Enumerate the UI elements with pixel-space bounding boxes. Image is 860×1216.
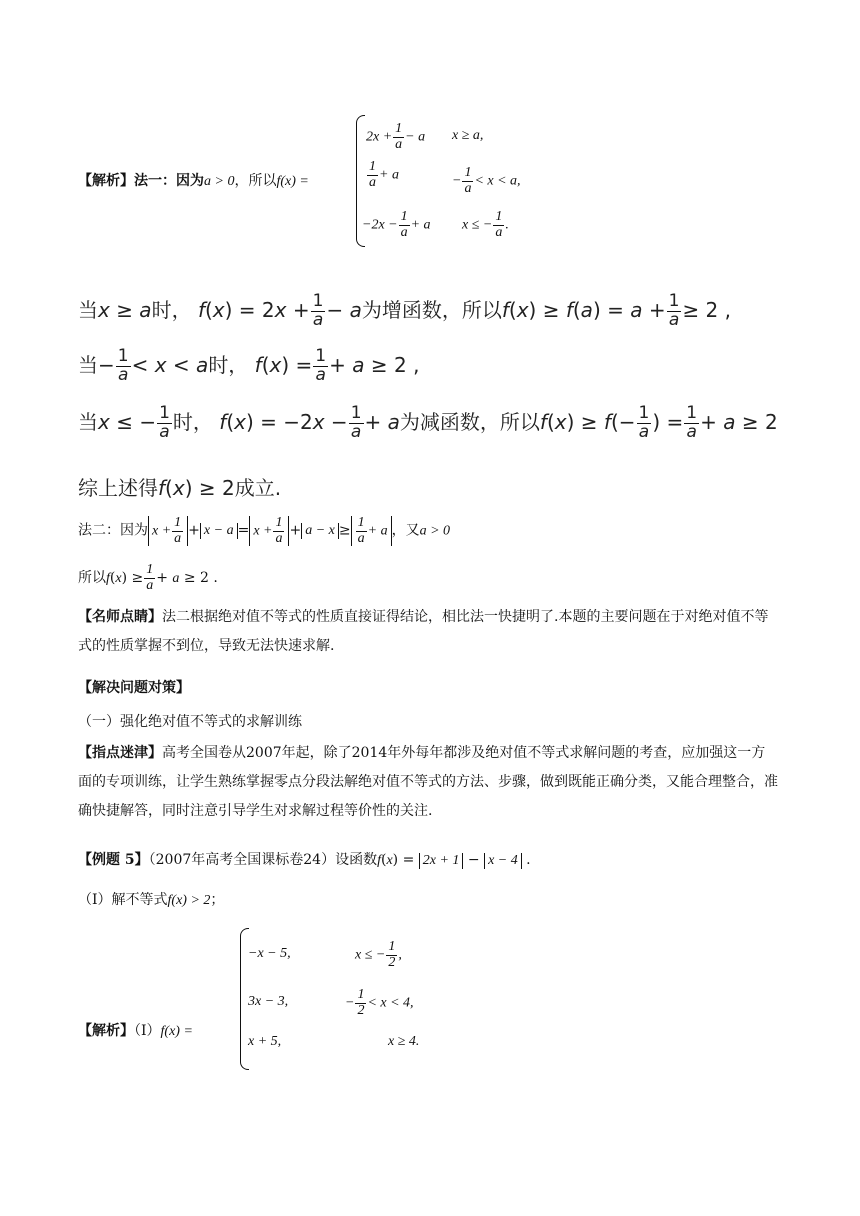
case2-3: x + 5, [248, 1034, 282, 1049]
case-conclusion: 综上述得f(x) ≥ 2成立. [78, 476, 282, 500]
condition-a-positive: a > 0 [204, 174, 235, 189]
strategy-title: 【解决问题对策】 [78, 680, 190, 696]
method-two-line: 法二：因为 x + $\frac{1}{a}$ + x − a = x + $\frac{1}{a}$ + a − x ≥ $\frac{1}{a}$ + a ，又a > 0 [78, 515, 451, 546]
case-line-1: 当x ≥ a时， f(x) = 2x + $\frac{1}{a}$ − a为增函数，所以f(x) ≥ f(a) = a + $\frac{1}{a}$ ≥ 2 , [78, 291, 731, 330]
fx-label: f(x) = [276, 174, 309, 189]
piecewise-cond-1: x ≥ a, [452, 128, 484, 143]
piecewise-case-3: −2x − $\frac{1}{a}$ + a [362, 209, 431, 240]
piecewise-case-2: $\frac{1}{a}$ + a [369, 159, 399, 190]
piecewise-case-1: 2x + $\frac{1}{a}$ − a [366, 121, 426, 152]
case2-2-cond: − $\frac{1}{2}$ < x < 4, [345, 987, 414, 1018]
analysis-two-line: 【解析】（Ⅰ）f(x) = [78, 1023, 193, 1039]
analysis-prefix: 【解析】法一：因为 [78, 173, 204, 189]
case2-3-cond: x ≥ 4. [388, 1034, 420, 1049]
piecewise-cond-2: − $\frac{1}{a}$ < x < a, [452, 165, 521, 196]
case2-2: 3x − 3, [248, 994, 289, 1009]
example-5-part-1: （I）解不等式f(x) > 2； [78, 892, 225, 908]
example-5: 【例题 5】（2007年高考全国课标卷24）设函数f(x) = 2x + 1 − x − 4 . [78, 852, 531, 868]
piecewise-cond-3: x ≤ − $\frac{1}{a}$ . [462, 209, 509, 240]
analysis-mid: ，所以 [234, 173, 277, 189]
case-line-2: 当− $\frac{1}{a}$ < x < a时， f(x) = $\frac{1}{a}$ + a ≥ 2 , [78, 346, 420, 385]
analysis-one-line [78, 170, 309, 190]
case2-1-cond: x ≤ − $\frac{1}{2}$ , [355, 939, 402, 970]
teacher-note: 【名师点睛】法二根据绝对值不等式的性质直接证得结论，相比法一快捷明了.本题的主要问题在于对绝对值不等式的性质掌握不到位，导致无法快速求解. [78, 609, 769, 654]
case2-1: −x − 5, [248, 946, 291, 961]
case-line-3: 当x ≤ − $\frac{1}{a}$ 时， f(x) = −2x − $\frac{1}{a}$ + a为减函数，所以f(x) ≥ f(− $\frac{1}{a}$ ) = $\frac{1}{a}$ + a ≥ 2 [78, 403, 778, 442]
method-two-result: 所以f(x) ≥ $\frac{1}{a}$ + a ≥ 2 . [78, 562, 218, 593]
section-one-heading: （一）强化绝对值不等式的求解训练 [78, 714, 302, 730]
guide-paragraph: 【指点迷津】高考全国卷从2007年起，除了2014年外每年都涉及绝对值不等式求解问题的考查，应加强这一方面的专项训练，让学生熟练掌握零点分段法解绝对值不等式的方法、步骤，做到既能正确分类，又能合理整合，准确快捷解答，同时注意引导学生对求解过程等价性的关注. [78, 745, 778, 819]
